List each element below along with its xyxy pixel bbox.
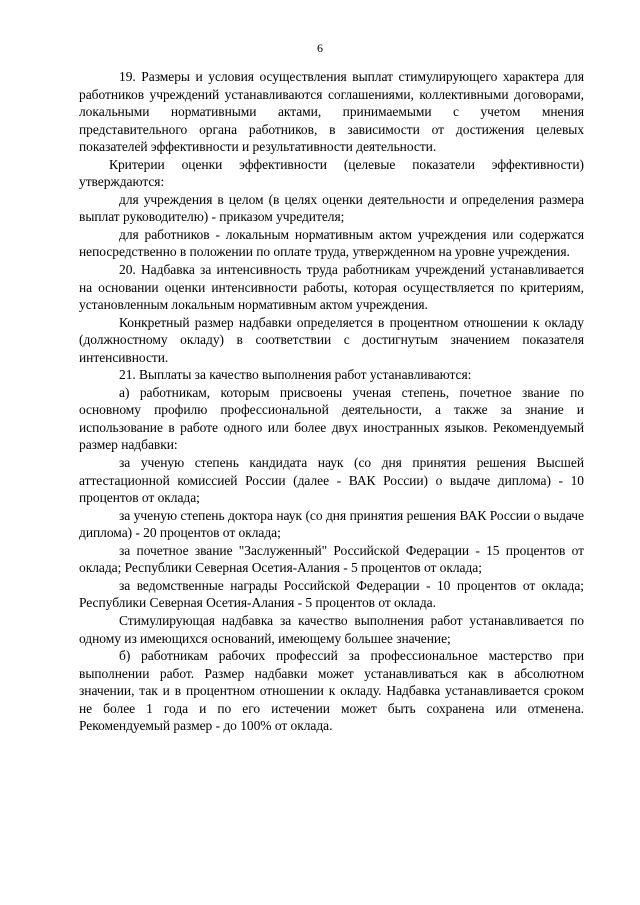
- paragraph-21: 21. Выплаты за качество выполнения работ устанавливаются:: [119, 367, 472, 383]
- paragraph-quality-bonus-basis: Стимулирующая надбавка за качество выполнения работ устанавливается по одному из имеющихся оснований, имеющему большее значение;: [79, 612, 584, 646]
- paragraph-departmental-awards: за ведомственные награды Российской Федерации - 10 процентов от оклада; Республики Северная Осетия-Алания - 5 процентов от оклада.: [79, 577, 584, 611]
- paragraph-criteria-employees: для работников - локальным нормативным актом учреждения или содержатся непосредственно в положении по оплате труда, утвержденном на уровне учреждения.: [79, 226, 584, 260]
- paragraph-intensity-size: Конкретный размер надбавки определяется в процентном отношении к окладу (должностному окладу) в соответствии с достигнутым значением показателя интенсивности.: [79, 314, 584, 365]
- paragraph-doctor-degree: за ученую степень доктора наук (со дня принятия решения ВАК России о выдаче диплома) - 20 процентов от оклада;: [79, 507, 584, 541]
- paragraph-20: 20. Надбавка за интенсивность труда работникам учреждений устанавливается на основании оценки интенсивности работы, которая осуществляется по критериям, установленным локальным нормативным актом учреждения.: [79, 262, 584, 313]
- paragraph-criteria-institution: для учреждения в целом (в целях оценки деятельности и определения размера выплат руководителю) - приказом учредителя;: [79, 191, 584, 225]
- page-number: 6: [317, 41, 323, 55]
- paragraph-candidate-degree: за ученую степень кандидата наук (со дня принятия решения Высшей аттестационной комиссией России (далее - ВАК России) о выдаче диплома) - 10 процентов от оклада;: [79, 455, 584, 506]
- document-body: [79, 68, 584, 735]
- paragraph-19: 19. Размеры и условия осуществления выплат стимулирующего характера для работников учреждений устанавливаются соглашениями, коллективными договорами, локальными нормативными актами, принимаемыми с учетом мнения представительного органа работников, в зависимости от достижения целевых показателей эффективности и результативности деятельности.: [79, 69, 584, 155]
- paragraph-21-b: б) работникам рабочих профессий за профессиональное мастерство при выполнении работ. Размер надбавки может устанавливаться как в абсолютном значении, так и в процентном отношении к окладу. Надбавка устанавливается сроком не более 1 года и по его истечении может быть сохранена или отменена. Рекомендуемый размер - до 100% от оклада.: [79, 648, 584, 734]
- paragraph-criteria-intro: Критерии оценки эффективности (целевые показатели эффективности) утверждаются:: [79, 156, 584, 190]
- paragraph-21-a: а) работникам, которым присвоены ученая степень, почетное звание по основному профилю профессиональной деятельности, а также за знание и использование в работе одного или более двух иностранных языков. Рекомендуемый размер надбавки:: [79, 384, 584, 453]
- paragraph-honorary-title: за почетное звание "Заслуженный" Российской Федерации - 15 процентов от оклада; Республики Северная Осетия-Алания - 5 процентов от оклада;: [79, 542, 584, 576]
